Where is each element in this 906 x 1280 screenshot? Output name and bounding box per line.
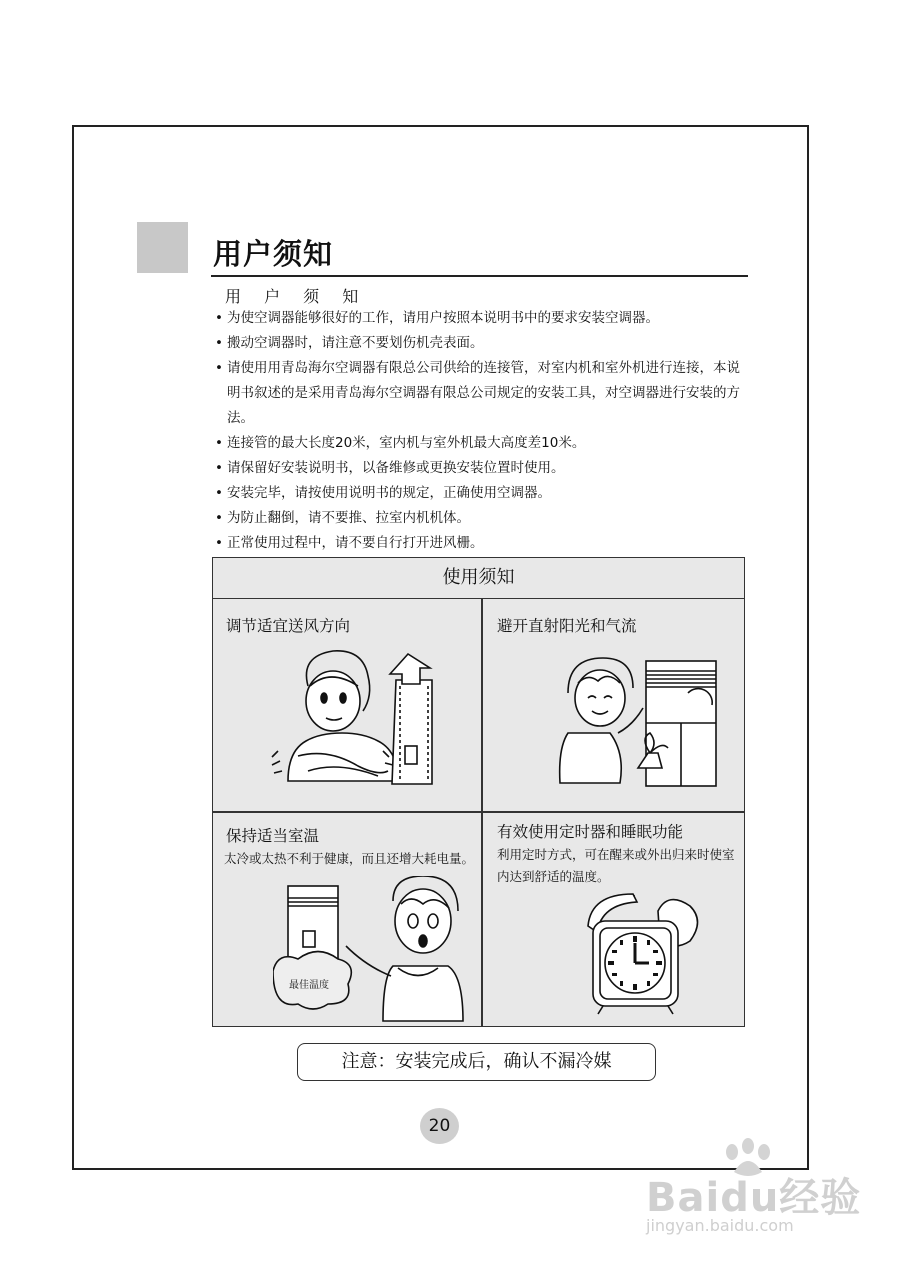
watermark-url: jingyan.baidu.com [646,1216,794,1235]
note-item: • 连接管的最大长度20米，室内机与室外机最大高度差10米。 [215,431,745,456]
person-thermostat-illustration [273,876,473,1026]
alarm-clock-illustration [578,886,708,1016]
note-item: • 请保留好安装说明书，以备维修或更换安装位置时使用。 [215,456,745,481]
cell-title-timer: 有效使用定时器和睡眠功能 [497,823,684,841]
refrigerant-notice: 注意：安装完成后，确认不漏冷媒 [297,1043,656,1081]
baidu-watermark [640,1138,870,1248]
cell-title-sunlight: 避开直射阳光和气流 [497,617,637,635]
note-item: • 搬动空调器时，请注意不要划伤机壳表面。 [215,331,745,356]
person-cold-ac-illustration [258,646,448,796]
section-subtitle: 用 户 须 知 [225,287,368,306]
usage-panel [212,557,745,1027]
page-number: 20 [420,1108,459,1144]
person-window-blind-illustration [548,653,728,803]
bubble-label: 最佳温度 [289,980,329,991]
note-item: • 为使空调器能够很好的工作，请用户按照本说明书中的要求安装空调器。 [215,306,745,331]
note-item: • 为防止翻倒，请不要推、拉室内机机体。 [215,506,745,531]
note-item: • 请使用用青岛海尔空调器有限总公司供给的连接管，对室内机和室外机进行连接，本说明书叙述的是采用青岛海尔空调器有限总公司规定的安装工具，对空调器进行安装的方法。 [215,356,745,431]
cell-title-airflow: 调节适宜送风方向 [226,617,351,635]
note-item: • 安装完毕，请按使用说明书的规定，正确使用空调器。 [215,481,745,506]
page-title: 用户须知 [213,237,334,271]
panel-horizontal-divider [213,811,744,813]
watermark-brand: Baidu经验 [646,1175,862,1221]
title-rule [211,275,748,277]
note-item: • 正常使用过程中，请不要自行打开进风栅。 [215,531,745,556]
section-marker [137,222,188,273]
cell-title-temperature: 保持适当室温 [226,827,320,845]
usage-panel-header: 使用须知 [213,558,744,599]
cell-desc-timer: 利用定时方式，可在醒来或外出归来时使室内达到舒适的温度。 [497,847,735,884]
notes-list [215,306,745,556]
panel-vertical-divider [481,599,483,1026]
cell-desc-temperature: 太冷或太热不利于健康，而且还增大耗电量。 [224,851,475,866]
